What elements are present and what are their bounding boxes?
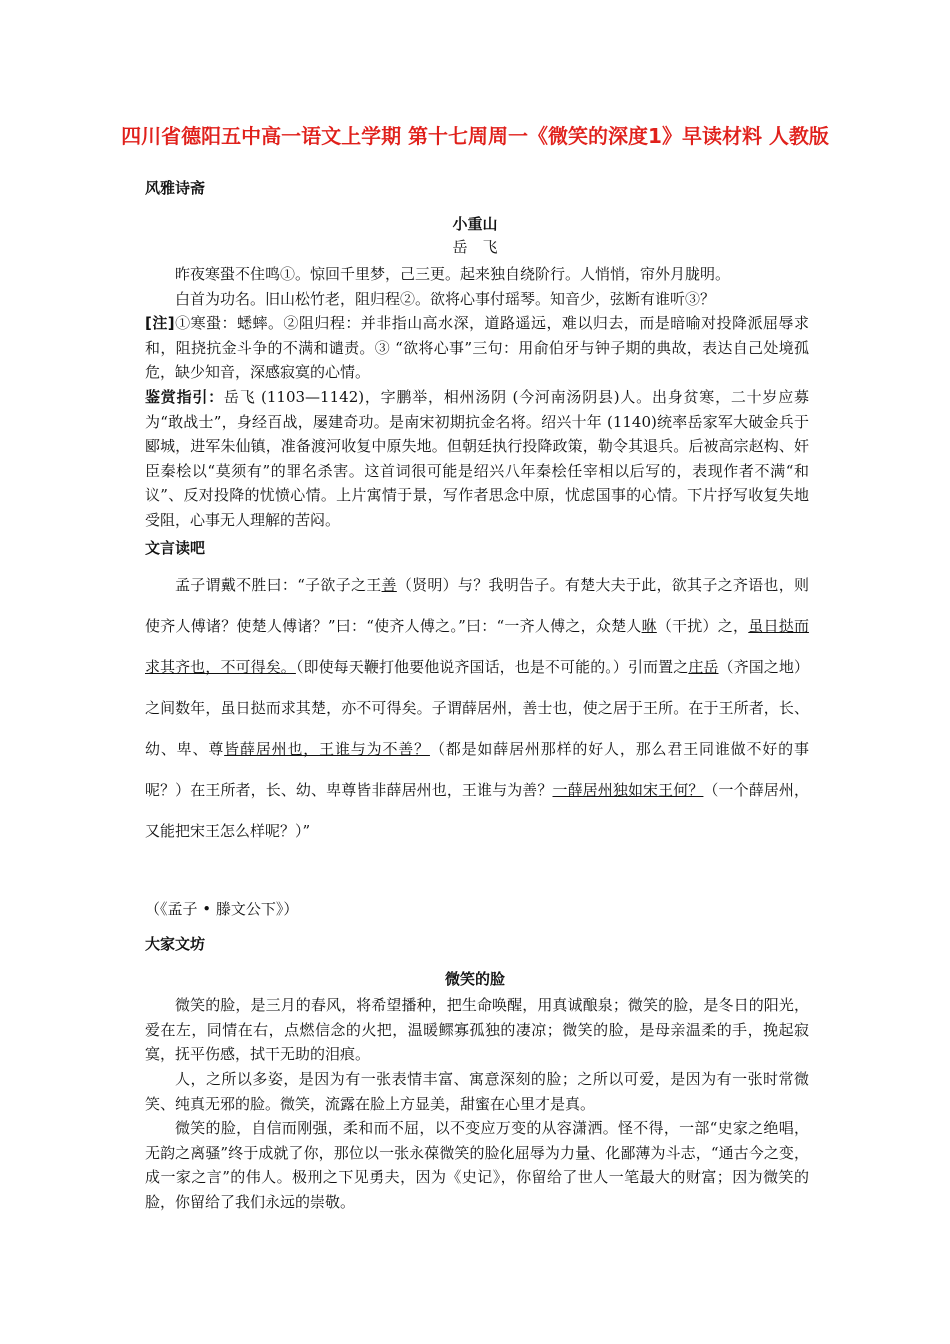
- passage-source: （《孟子 • 滕文公下》）: [145, 900, 299, 918]
- section-heading-classical: 文言读吧: [145, 539, 206, 557]
- essay-paragraph-3: 微笑的脸，自信而刚强，柔和而不屈，以不变应万变的从容潇洒。怪不得，一部“史家之绝唱，无韵之离骚”终于成就了你，那位以一张永葆微笑的脸化屈辱为力量、化鄙薄为斗志，“通古今之变，成一家之言”的伟人。极刑之下见勇夫，因为《史记》，你留给了世人一笔最大的财富；因为微笑的脸，你留给了我们永远的崇敬。: [145, 1119, 809, 1211]
- classical-passage: [145, 565, 809, 852]
- passage-underlined: 咻: [641, 617, 657, 635]
- passage-text: （齐国之地）之间数年，虽日挞而求其楚，亦不可得矣。子谓薛居州，善士也，使之居于王所。在于王所者，长、幼、卑、尊: [145, 658, 809, 758]
- section-heading-poetry: 风雅诗斋: [145, 179, 206, 197]
- essay-paragraph-2: 人，之所以多姿，是因为有一张表情丰富、寓意深刻的脸；之所以可爱，是因为有一张时常微笑、纯真无邪的脸。微笑，流露在脸上方显美，甜蜜在心里才是真。: [145, 1070, 809, 1113]
- appreciation-label: 鉴赏指引：: [145, 388, 224, 406]
- essay-paragraph-1: 微笑的脸，是三月的春风，将希望播种，把生命唤醒，用真诚酿泉；微笑的脸，是冬日的阳光，爱在左，同情在右，点燃信念的火把，温暖鳏寡孤独的凄凉；微笑的脸，是母亲温柔的手，挽起寂寞，抚平伤感，拭干无助的泪痕。: [145, 996, 809, 1063]
- section-heading-essay: 大家文坊: [145, 935, 206, 953]
- passage-underlined: 一薛居州独如宋王何？: [552, 781, 704, 799]
- appreciation-text: 岳飞 (1103—1142)，字鹏举，相州汤阴 (今河南汤阴县)人。出身贫寒，二十岁应募为“敢战士”，身经百战，屡建奇功。是南宋初期抗金名将。绍兴十年 (1140)统率岳家军大破金兵于郾城，进军朱仙镇，准备渡河收复中原失地。但朝廷执行投降政策，勒令其退兵。后被高宗赵构、奸臣秦桧以“莫须有”的罪名杀害。这首词很可能是绍兴八年秦桧任宰相以后写的，表现作者不满“和议”、反对投降的忧愤心情。上片寓情于景，写作者思念中原，忧虑国事的心情。下片抒写收复失地受阻，心事无人理解的苦闷。: [145, 388, 809, 529]
- essay-title: 微笑的脸: [444, 970, 505, 988]
- poem-title: 小重山: [452, 215, 498, 233]
- passage-text: 孟子谓戴不胜曰：“子欲子之王: [175, 576, 382, 594]
- passage-underlined: 善: [381, 576, 397, 594]
- poem-notes: [145, 311, 809, 385]
- notes-label: [注]: [145, 314, 175, 332]
- passage-underlined: 虽日挞而求其齐也，不可得矣。: [145, 617, 809, 676]
- passage-underlined: 庄岳: [688, 658, 719, 676]
- appreciation-guide: [145, 385, 809, 532]
- notes-text: ①寒蛩：蟋蟀。②阻归程：并非指山高水深，道路遥远，难以归去，而是暗喻对投降派屈辱求和，阻挠抗金斗争的不满和谴责。③ “欲将心事”三句：用俞伯牙与钟子期的典故，表达自己处境孤危，缺少知音，深感寂寞的心情。: [145, 314, 809, 381]
- passage-text: （贤明）与？我明告子。有楚大夫于此，欲其子之齐语也，则使齐人傅诸？使楚人傅诸？”曰：“使齐人傅之。”曰：“一齐人傅之，众楚人: [145, 576, 809, 635]
- document-title: 四川省德阳五中高一语文上学期 第十七周周一《微笑的深度1》早读材料 人教版: [121, 124, 829, 148]
- poem-author: 岳 飞: [452, 238, 498, 256]
- passage-text: （即使每天鞭打他要他说齐国话，也是不可能的。）引而置之: [295, 658, 689, 676]
- passage-underlined: 皆薛居州也，王谁与为不善？: [224, 740, 430, 758]
- passage-text: （一个薛居州，又能把宋王怎么样呢？）”: [145, 781, 809, 840]
- passage-text: （都是如薛居州那样的好人，那么君王同谁做不好的事呢？）在王所者，长、幼、卑尊皆非薛居州也，王谁与为善？: [145, 740, 809, 799]
- passage-text: （干扰）之，: [656, 617, 749, 635]
- poem-line-1: 昨夜寒蛩不住鸣①。惊回千里梦，己三更。起来独自绕阶行。人悄悄，帘外月胧明。: [175, 265, 731, 283]
- poem-line-2: 白首为功名。旧山松竹老，阻归程②。欲将心事付瑶琴。知音少，弦断有谁听③？: [175, 290, 716, 308]
